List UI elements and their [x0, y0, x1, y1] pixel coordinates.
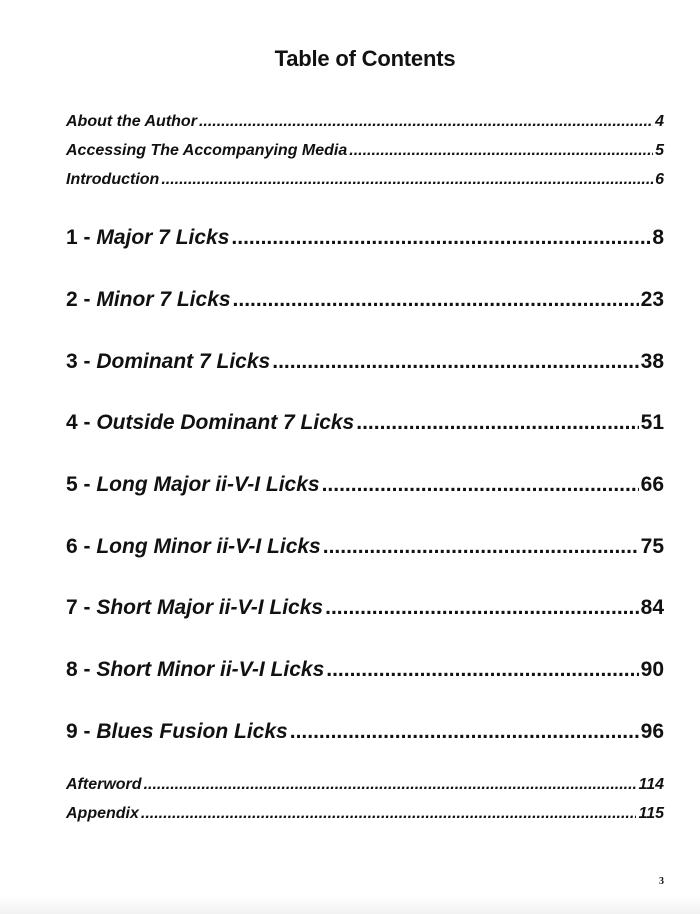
chapter-name: Outside Dominant 7 Licks [96, 411, 355, 434]
chapter-name: Short Minor ii-V-I Licks [96, 658, 325, 681]
toc-chapter-label [66, 349, 270, 375]
dot-leader [349, 141, 653, 161]
dot-leader [323, 534, 639, 560]
toc-entry-page: 5 [655, 142, 664, 159]
toc-chapter-3[interactable] [66, 349, 664, 375]
chapter-name: Blues Fusion Licks [96, 720, 288, 743]
chapter-number: 9 - [66, 720, 97, 743]
toc-chapter-label [66, 472, 320, 498]
chapter-name: Long Major ii-V-I Licks [96, 473, 320, 496]
toc-chapter-label [66, 595, 323, 621]
toc-chapter-4[interactable] [66, 410, 664, 436]
chapter-number: 6 - [66, 535, 97, 558]
toc-entry-about-the-author[interactable] [66, 112, 664, 132]
page-number: 3 [659, 876, 664, 887]
dot-leader [326, 657, 638, 683]
toc-chapter-1[interactable] [66, 225, 664, 251]
dot-leader [199, 112, 653, 132]
chapter-number: 4 - [66, 411, 97, 434]
toc-entry-page: 4 [655, 113, 664, 130]
page-title: Table of Contents [274, 46, 456, 71]
toc-entry-page: 115 [638, 805, 664, 822]
toc-chapter-page: 84 [640, 596, 664, 619]
toc-entry-label: About the Author [66, 113, 197, 130]
toc-entry-label: Afterword [66, 776, 142, 793]
toc-entry-label: Appendix [66, 805, 139, 822]
toc-chapter-7[interactable] [66, 595, 664, 621]
dot-leader [322, 472, 639, 498]
chapter-name: Dominant 7 Licks [96, 350, 271, 373]
dot-leader [325, 595, 639, 621]
dot-leader [161, 170, 653, 190]
chapter-name: Long Minor ii-V-I Licks [96, 535, 321, 558]
toc-entry-appendix[interactable] [66, 804, 664, 824]
chapter-name: Short Major ii-V-I Licks [96, 596, 324, 619]
toc-entry-afterword[interactable] [66, 775, 664, 795]
chapter-name: Major 7 Licks [96, 226, 230, 249]
chapter-number: 8 - [66, 658, 97, 681]
dot-leader [141, 804, 637, 824]
toc-chapter-page: 66 [640, 473, 664, 496]
dot-leader [144, 775, 637, 795]
toc-chapter-page: 51 [640, 411, 664, 434]
chapter-number: 5 - [66, 473, 97, 496]
toc-entry-label: Introduction [66, 171, 160, 188]
dot-leader [290, 719, 639, 745]
toc-chapter-page: 23 [640, 288, 664, 311]
toc-entry-label: Accessing The Accompanying Media [66, 142, 348, 159]
chapter-number: 7 - [66, 596, 97, 619]
chapter-number: 3 - [66, 350, 97, 373]
toc-chapter-5[interactable] [66, 472, 664, 498]
toc-chapter-page: 96 [640, 720, 664, 743]
dot-leader [356, 410, 638, 436]
toc-chapter-label [66, 410, 354, 436]
toc-chapter-label [66, 719, 288, 745]
chapter-number: 1 - [66, 226, 97, 249]
toc-chapter-label [66, 657, 324, 683]
toc-chapter-label [66, 534, 321, 560]
toc-chapter-2[interactable] [66, 287, 664, 313]
toc-entry-introduction[interactable] [66, 170, 664, 190]
dot-leader [272, 349, 638, 375]
toc-entry-accessing-media[interactable] [66, 141, 664, 161]
dot-leader [231, 225, 650, 251]
toc-chapter-6[interactable] [66, 534, 664, 560]
toc-chapter-page: 90 [640, 658, 664, 681]
toc-chapter-page: 38 [640, 350, 664, 373]
toc-chapter-page: 8 [652, 226, 664, 249]
toc-entry-page: 6 [655, 171, 664, 188]
toc-chapter-9[interactable] [66, 719, 664, 745]
toc-chapter-page: 75 [640, 535, 664, 558]
toc-chapter-8[interactable] [66, 657, 664, 683]
toc-chapter-label [66, 287, 231, 313]
page-edge-shadow [0, 896, 700, 914]
toc-chapter-label [66, 225, 229, 251]
chapter-number: 2 - [66, 288, 97, 311]
chapter-name: Minor 7 Licks [96, 288, 231, 311]
toc-entry-page: 114 [638, 776, 664, 793]
dot-leader [233, 287, 639, 313]
